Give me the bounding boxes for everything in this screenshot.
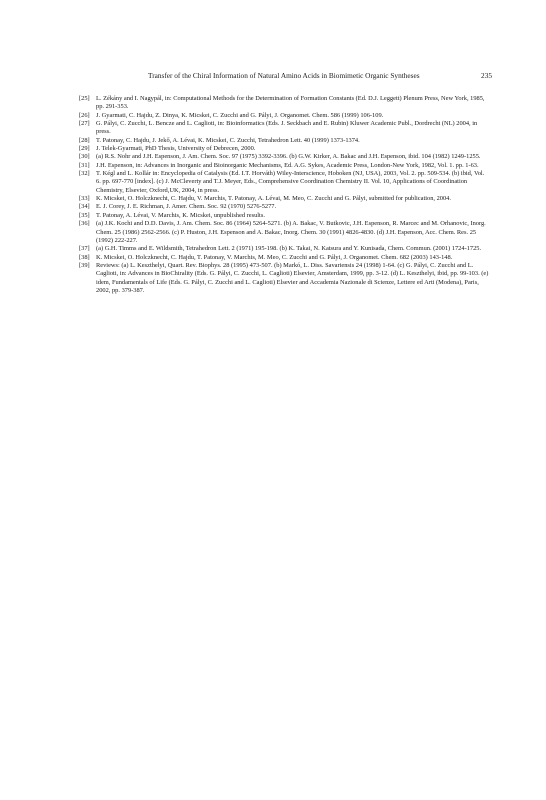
reference-number: [25] — [79, 95, 90, 102]
reference-number: [26] — [79, 111, 90, 119]
reference-item — [79, 112, 489, 120]
reference-number: [36] — [79, 220, 90, 228]
reference-text: (a) G.H. Timms and E. Wildsmith, Tetrahedron Lett. 2 (1971) 195-198. (b) K. Takai, N. Katsura and Y. Kunisada, Chem. Commun. (2001) 1724-1725. — [96, 245, 482, 253]
reference-number: [28] — [79, 136, 90, 144]
reference-item — [79, 245, 489, 253]
reference-text: L. Zékány and I. Nagypál, in: Computational Methods for the Determination of Formation Constants (Ed. D.J. Leggett) Plenum Press, New York, 1985, pp. 291-353. — [96, 95, 485, 111]
reference-text: J. Gyarmati, C. Hajdu, Z. Dinya, K. Micskei, C. Zucchi and G. Pályi, J. Organomet. Chem. 586 (1999) 106-109. — [96, 111, 384, 119]
reference-item — [79, 203, 489, 211]
reference-text: E. J. Corey, J. E. Richman, J. Amer. Chem. Soc. 92 (1970) 5276-5277. — [96, 203, 277, 211]
reference-number: [30] — [79, 153, 90, 161]
reference-text: T. Kégl and L. Kollár in: Encyclopedia of Catalysis (Ed. I.T. Horváth) Wiley-Interscience, Hoboken (NJ, USA), 2003, Vol. 2. pp. 509-534. (b) ibid, Vol. 6. pp. 697-770 [index]. (c) J. McCleverty and T.J. Meyer, Eds., Comprehensive Coordination Chemistry II. Vol. 10, Applications of Coordination Chemistry, Elsevier, Oxford,UK, 2004, in press. — [96, 170, 485, 194]
reference-item — [79, 120, 489, 137]
reference-number: [32] — [79, 170, 90, 178]
reference-text: (a) J.K. Kochi and D.D. Davis, J. Am. Chem. Soc. 86 (1964) 5264-5271. (b) A. Bakac, V. Butkovic, J.H. Espenson, R. Marcec and M. Orhanovic, Inorg. Chem. 25 (1986) 2562-2566. (c) P. Huston, J.H. Espenson and A. Bakac, Inorg. Chem. 30 (1991) 4826-4830. (d) J.H. Espenson, Acc. Chem. Res. 25 (1992) 222-227. — [96, 220, 486, 244]
reference-number: [27] — [79, 120, 90, 128]
reference-number: [29] — [79, 145, 90, 153]
running-title: Transfer of the Chiral Information of Natural Amino Acids in Biomimetic Organic Syntheses — [148, 71, 420, 80]
reference-item — [79, 262, 489, 295]
reference-item — [79, 220, 489, 245]
reference-text: G. Pályi, C. Zucchi, L. Bencze and L. Caglioti, in: Bioinformatics (Eds. J. Seckbach and E. Rubin) Kluwer Academic Publ., Dordrecht (NL) 2004, in press. — [96, 120, 478, 136]
reference-text: J. Telek-Gyarmati, PhD Thesis, University of Debrecen, 2000. — [96, 145, 256, 153]
reference-item — [79, 95, 489, 112]
reference-item — [79, 153, 489, 161]
reference-list — [79, 95, 489, 295]
reference-item — [79, 145, 489, 153]
reference-item — [79, 254, 489, 262]
reference-number: [34] — [79, 203, 90, 211]
reference-text: T. Patonay, C. Hajdu, J. Jekő, A. Lévai, K. Micskei, C. Zucchi, Tetrahedron Lett. 40 (1999) 1373-1374. — [96, 136, 360, 144]
reference-item — [79, 170, 489, 195]
reference-text: K. Micskei, O. Holczknecht, C. Hajdu, T. Patonay, V. Marchis, M. Meo, C. Zucchi and G. Pályi, J. Organomet. Chem. 682 (2003) 143-148. — [96, 253, 453, 261]
reference-item — [79, 195, 489, 203]
reference-number: [33] — [79, 195, 90, 203]
reference-number: [35] — [79, 211, 90, 219]
reference-item — [79, 137, 489, 145]
reference-number: [31] — [79, 161, 90, 169]
reference-item — [79, 162, 489, 170]
reference-text: Reviews: (a) L. Keszthelyi, Quart. Rev. Biophys. 28 (1995) 473-507. (b) Markó, L. Diss. Savariensis 24 (1998) 1-64. (c) G. Pályi, C. Zucchi and L. Caglioti, in: Advances in BioChirality (Eds. G. Pályi, C. Zucchi, L. Caglioti) Elsevier, Amsterdam, 1999, pp. 3-12. (d) L. Keszthelyi, ibid, pp. 99-103. (e) idem, Fundamentals of Life (Eds. G. Pályi, C. Zucchi and L. Caglioti) Elsevier and Accademia Nazionale di Scienze, Lettere ed Arti (Modena), Paris, 2002, pp. 379-387. — [96, 261, 489, 294]
reference-text: T. Patonay, A. Lévai, V. Marchis, K. Micskei, unpublished results. — [96, 211, 265, 219]
reference-text: (a) R.S. Nohr and J.H. Espenson, J. Am. Chem. Soc. 97 (1975) 3392-3396. (b) G.W. Kirker, A. Bakac and J.H. Espenson, ibid. 104 (1982) 1249-1255. — [96, 153, 481, 161]
reference-number: [38] — [79, 253, 90, 261]
page-number: 235 — [481, 71, 492, 80]
reference-number: [37] — [79, 245, 90, 253]
reference-text: J.H. Espenson, in: Advances in Inorganic and Bioinorganic Mechanisms, Ed. A.G. Sykes, Academic Press, London-New York, 1982, Vol. 1. pp. 1-63. — [96, 161, 479, 169]
reference-number: [39] — [79, 261, 90, 269]
reference-item — [79, 212, 489, 220]
reference-text: K. Micskei, O. Holczknecht, C. Hajdu, V. Marchis, T. Patonay, A. Lévai, M. Meo, C. Zucchi and G. Pályi, submitted for publication, 2004. — [96, 195, 451, 203]
